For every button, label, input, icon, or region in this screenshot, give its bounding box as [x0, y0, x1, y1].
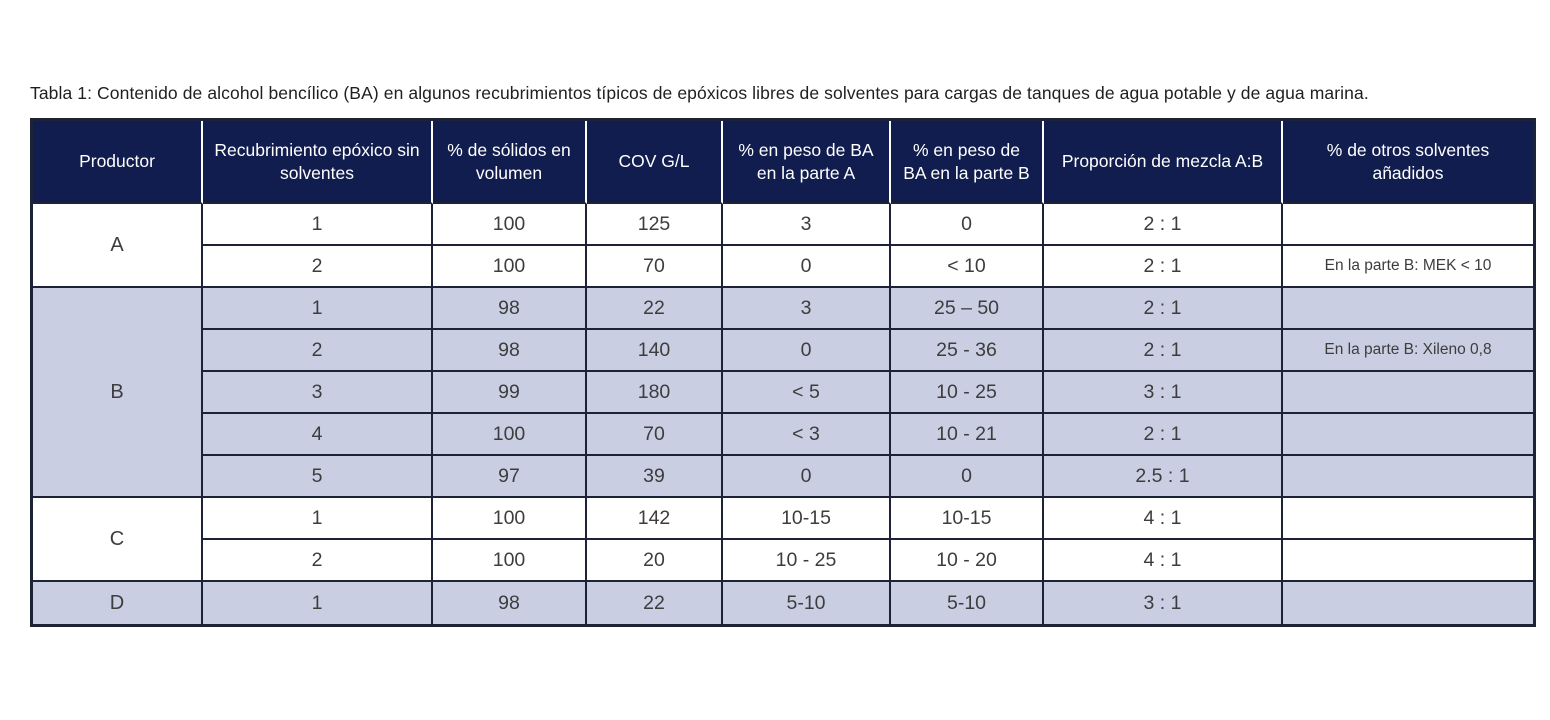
value-cell: 10-15: [723, 498, 891, 540]
value-cell: 100: [433, 414, 587, 456]
column-header-2: Recubrimiento epóxico sin solventes: [203, 121, 433, 204]
value-cell: 22: [587, 582, 723, 624]
data-table: [30, 118, 1536, 627]
column-header-1: Productor: [33, 121, 203, 204]
table-row: [33, 540, 1533, 582]
value-cell: 3 : 1: [1044, 372, 1283, 414]
column-header-7: Proporción de mezcla A:B: [1044, 121, 1283, 204]
value-cell: 3: [723, 204, 891, 246]
value-cell: 97: [433, 456, 587, 498]
value-cell: 98: [433, 582, 587, 624]
note-cell: [1283, 582, 1533, 624]
value-cell: 0: [723, 330, 891, 372]
table-caption: Tabla 1: Contenido de alcohol bencílico (BA) en algunos recubrimientos típicos de epóxicos libres de solventes para cargas de tanques de agua potable y de agua marina.: [30, 83, 1369, 103]
note-cell: [1283, 456, 1533, 498]
value-cell: 142: [587, 498, 723, 540]
value-cell: 98: [433, 330, 587, 372]
table-row: [33, 372, 1533, 414]
value-cell: 0: [723, 456, 891, 498]
value-cell: 100: [433, 540, 587, 582]
value-cell: 2: [203, 540, 433, 582]
value-cell: 2: [203, 330, 433, 372]
column-header-6: % en peso de BA en la parte B: [891, 121, 1044, 204]
table-row: [33, 414, 1533, 456]
value-cell: 4 : 1: [1044, 540, 1283, 582]
note-cell: [1283, 414, 1533, 456]
value-cell: 0: [723, 246, 891, 288]
value-cell: 1: [203, 498, 433, 540]
table-row: [33, 288, 1533, 330]
note-cell: [1283, 540, 1533, 582]
value-cell: 4 : 1: [1044, 498, 1283, 540]
value-cell: 180: [587, 372, 723, 414]
value-cell: 98: [433, 288, 587, 330]
value-cell: < 3: [723, 414, 891, 456]
value-cell: 100: [433, 498, 587, 540]
value-cell: 39: [587, 456, 723, 498]
value-cell: 5-10: [723, 582, 891, 624]
value-cell: 99: [433, 372, 587, 414]
table-body: [33, 204, 1533, 624]
value-cell: 10 - 21: [891, 414, 1044, 456]
value-cell: 0: [891, 456, 1044, 498]
value-cell: 2 : 1: [1044, 204, 1283, 246]
value-cell: 25 - 36: [891, 330, 1044, 372]
value-cell: 2: [203, 246, 433, 288]
table-row: [33, 330, 1533, 372]
column-header-4: COV G/L: [587, 121, 723, 204]
table-header: [33, 121, 1533, 204]
value-cell: 0: [891, 204, 1044, 246]
value-cell: 1: [203, 582, 433, 624]
value-cell: 10 - 25: [723, 540, 891, 582]
note-cell: En la parte B: MEK < 10: [1283, 246, 1533, 288]
value-cell: 140: [587, 330, 723, 372]
note-cell: [1283, 498, 1533, 540]
note-cell: En la parte B: Xileno 0,8: [1283, 330, 1533, 372]
value-cell: 5: [203, 456, 433, 498]
value-cell: 10 - 25: [891, 372, 1044, 414]
value-cell: 70: [587, 246, 723, 288]
value-cell: 1: [203, 204, 433, 246]
value-cell: 2 : 1: [1044, 330, 1283, 372]
value-cell: 22: [587, 288, 723, 330]
value-cell: 100: [433, 246, 587, 288]
value-cell: 4: [203, 414, 433, 456]
producer-cell: B: [33, 288, 203, 498]
header-row: [33, 121, 1533, 204]
value-cell: 1: [203, 288, 433, 330]
value-cell: 3: [203, 372, 433, 414]
value-cell: 2.5 : 1: [1044, 456, 1283, 498]
table-row: [33, 246, 1533, 288]
producer-cell: A: [33, 204, 203, 288]
value-cell: 10 - 20: [891, 540, 1044, 582]
value-cell: 20: [587, 540, 723, 582]
value-cell: 2 : 1: [1044, 414, 1283, 456]
note-cell: [1283, 288, 1533, 330]
value-cell: 100: [433, 204, 587, 246]
producer-cell: D: [33, 582, 203, 624]
note-cell: [1283, 372, 1533, 414]
value-cell: 3 : 1: [1044, 582, 1283, 624]
table-row: [33, 582, 1533, 624]
producer-cell: C: [33, 498, 203, 582]
value-cell: 125: [587, 204, 723, 246]
column-header-5: % en peso de BA en la parte A: [723, 121, 891, 204]
value-cell: 2 : 1: [1044, 246, 1283, 288]
value-cell: 10-15: [891, 498, 1044, 540]
value-cell: 3: [723, 288, 891, 330]
value-cell: < 5: [723, 372, 891, 414]
column-header-3: % de sólidos en volumen: [433, 121, 587, 204]
value-cell: < 10: [891, 246, 1044, 288]
value-cell: 2 : 1: [1044, 288, 1283, 330]
value-cell: 70: [587, 414, 723, 456]
table-row: [33, 498, 1533, 540]
table-row: [33, 204, 1533, 246]
value-cell: 5-10: [891, 582, 1044, 624]
column-header-8: % de otros solventes añadidos: [1283, 121, 1533, 204]
value-cell: 25 – 50: [891, 288, 1044, 330]
note-cell: [1283, 204, 1533, 246]
table-row: [33, 456, 1533, 498]
